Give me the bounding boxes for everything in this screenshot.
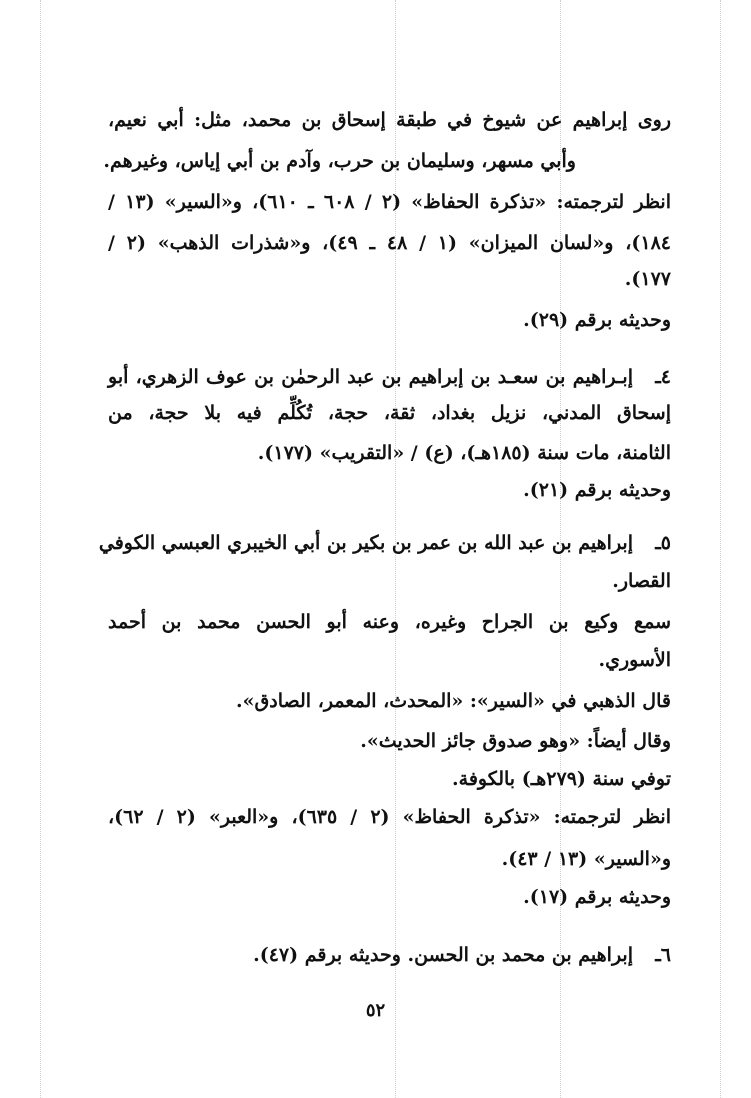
text-line: وأبي مسهر، وسليمان بن حرب، وآدم بن أبي إياس، وغيرهم. [103, 150, 576, 172]
text-line: الثامنة، مات سنة (١٨٥هـ)، (ع) / «التقريب» (١٧٧). [257, 442, 671, 464]
text-line: انظر لترجمته: «تذكرة الحفاظ» (٢ / ٦٣٥)، و«العبر» (٢ / ٦٢)، [108, 806, 671, 828]
text-line: ١٨٤)، و«لسان الميزان» (١ / ٤٨ ـ ٤٩)، و«شذرات الذهب» (٢ / [108, 232, 672, 254]
text-line: وحديثه برقم (٢٩). [523, 309, 671, 331]
text-line: انظر لترجمته: «تذكرة الحفاظ» (٢ / ٦٠٨ ـ ٦١٠)، و«السير» (١٣ / [108, 191, 671, 213]
text-line: و«السير» (١٣ / ٤٣). [501, 848, 671, 870]
text-line: توفي سنة (٢٧٩هـ) بالكوفة. [452, 768, 671, 790]
text-line: ١٧٧). [624, 268, 671, 290]
text-line: الأسوري. [598, 649, 671, 671]
text-line: قال الذهبي في «السير»: «المحدث، المعمر، الصادق». [236, 690, 671, 712]
text-line: روى إبراهيم عن شيوخ في طبقة إسحاق بن محمد، مثل: أبي نعيم، [108, 109, 671, 131]
scan-artifact [40, 0, 41, 1098]
page-number: ٥٢ [365, 1000, 386, 1021]
text-line: إبـراهيم بن سعـد بن إبراهيم بن عبد الرحمٰن بن عوف الزهري، أبو [108, 366, 633, 388]
entry-number: ٦ـ [655, 944, 671, 966]
scan-artifact [720, 0, 721, 1098]
text-line: وحديثه برقم (١٧). [523, 886, 671, 908]
entry-number: ٥ـ [655, 532, 671, 554]
text-line: سمع وكيع بن الجراح وغيره، وعنه أبو الحسن محمد بن أحمد [108, 611, 671, 633]
text-line: وقال أيضاً: «وهو صدوق جائز الحديث». [360, 730, 671, 752]
text-line: إسحاق المدني، نزيل بغداد، ثقة، حجة، تُكُلِّم فيه بلا حجة، من [108, 402, 671, 424]
text-line: إبراهيم بن عبد الله بن عمر بن بكير بن أبي الخيبري العبسي الكوفي [98, 532, 633, 554]
text-line: وحديثه برقم (٢١). [523, 479, 671, 501]
entry-number: ٤ـ [655, 366, 671, 388]
text-line: القصار. [612, 570, 671, 592]
text-line: إبراهيم بن محمد بن الحسن. وحديثه برقم (٤٧). [253, 944, 633, 966]
